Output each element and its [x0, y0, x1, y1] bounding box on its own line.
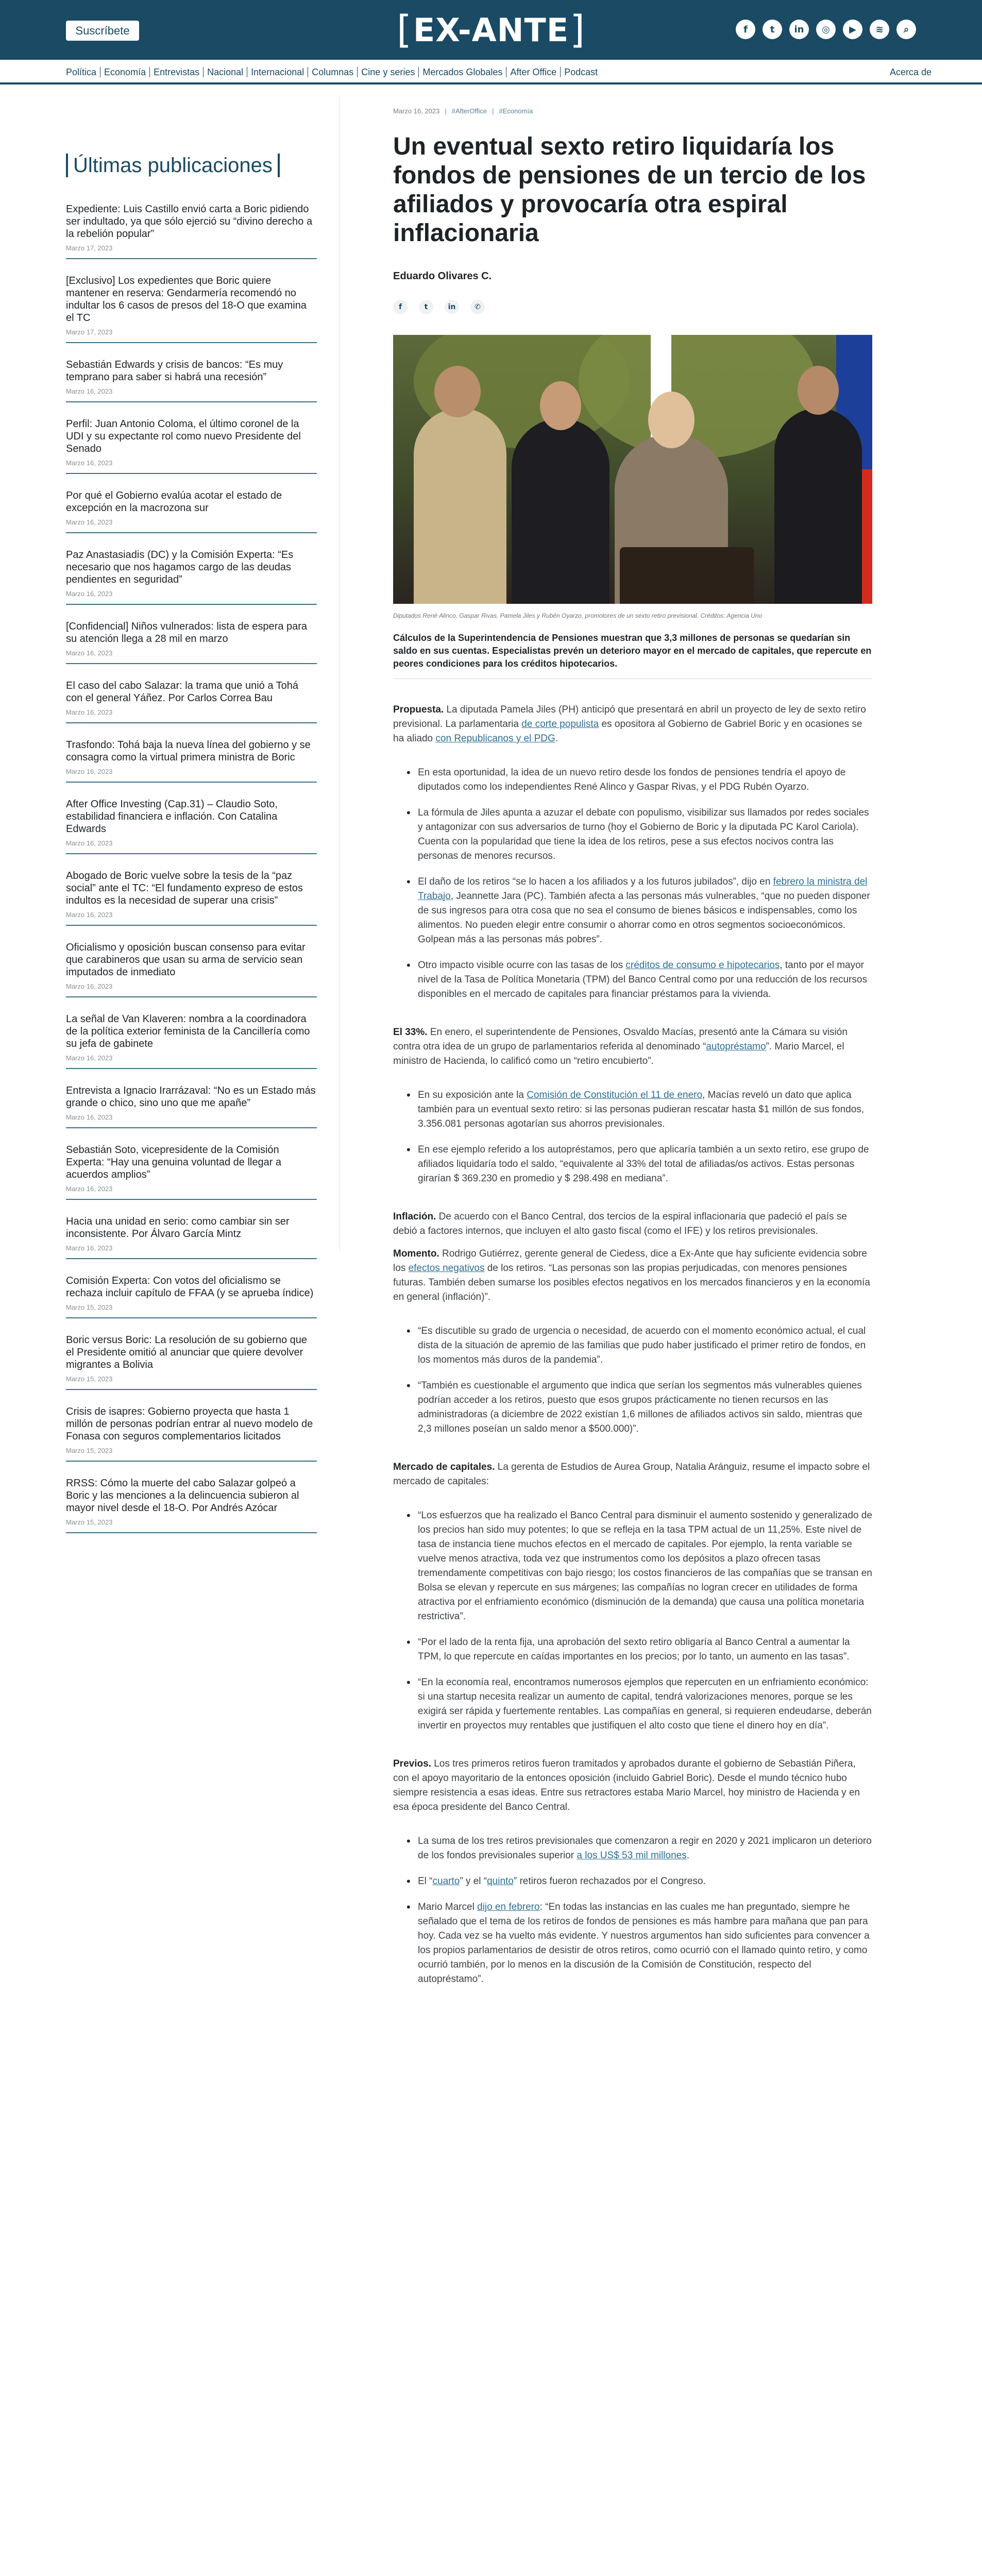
sidebar-post-title[interactable]: [Confidencial] Niños vulnerados: lista de espera para su atención llega a 28 mil en marzo [66, 621, 308, 645]
sidebar-post-title[interactable]: Perfil: Juan Antonio Coloma, el último coronel de la UDI y su expectante rol como nuevo Presidente del Senado [66, 418, 301, 454]
sidebar-post[interactable] [66, 941, 317, 997]
sidebar-post[interactable] [66, 203, 317, 259]
sidebar-post-title[interactable]: Abogado de Boric vuelve sobre la tesis de la “paz social” ante el TC: “El fundamento expreso de estos indultos es la necesidad de superar una crisis” [66, 870, 303, 906]
sidebar-post[interactable] [66, 1215, 317, 1259]
sidebar-post-date: Marzo 16, 2023 [66, 590, 113, 598]
article-lead: Cálculos de la Superintendencia de Pensiones muestran que 3,3 millones de personas se quedarían sin saldo en sus cuentas. Especialistas prevén un deterioro mayor en el mercado de capitales, que repercute en peores condiciones para los créditos hipotecarios. [393, 632, 872, 679]
list-item: • “Es discutible su grado de urgencia o necesidad, de acuerdo con el momento económico actual, el cual dista de la situación de apremio de las familias que pudo haber justificado el primer retiro de fondos, en los momentos más duros de la pandemia”. [411, 1324, 872, 1367]
photo-caption: Diputados René Alinco, Gaspar Rivas, Pamela Jiles y Rubén Oyarzo, promotores de un sexto retiro previsional. Créditos: Agencia Uno [393, 612, 763, 619]
nav-item-economia[interactable]: Economía [100, 67, 149, 77]
nav-item-about[interactable]: Acerca de [889, 67, 932, 77]
sidebar-post-title[interactable]: After Office Investing (Cap.31) – Claudio Soto, estabilidad financiera e inflación. Con Catalina Edwards [66, 799, 278, 835]
sidebar-post-title[interactable]: La señal de Van Klaveren: nombra a la coordinadora de la política exterior feminista de la Cancillería como su jefa de gabinete [66, 1013, 310, 1049]
link-republicanos-pdg[interactable]: con Republicanos y el PDG [435, 733, 555, 744]
paragraph-heading: Mercado de capitales. [393, 1462, 495, 1472]
tag-after-office[interactable]: #AfterOffice [451, 107, 487, 115]
article-meta: Marzo 16, 2023 | #AfterOffice | #Economía [393, 107, 533, 115]
sidebar-post[interactable] [66, 1084, 317, 1128]
link-us53-mil-millones[interactable]: a los US$ 53 mil millones [577, 1850, 687, 1861]
paragraph-momento: Momento. Rodrigo Gutiérrez, gerente general de Ciedess, dice a Ex-Ante que hay suficiente evidencia sobre los efectos negativos de los retiros. “Las personas son las propias perjudicadas, con menores pensiones futuras. También deben sumarse los posibles efectos negativos en los mercados financieros y en la economía en general (inflación)”. [393, 1248, 870, 1302]
paragraph-heading: Momento. [393, 1248, 439, 1259]
twitter-icon[interactable]: t [763, 20, 782, 39]
nav-item-mercados-globales[interactable]: Mercados Globales [418, 67, 506, 77]
facebook-icon[interactable]: f [393, 300, 408, 314]
sidebar-post-title[interactable]: Expediente: Luis Castillo envió carta a Boric pidiendo ser indultado, ya que sólo ejerció su “divino derecho a la rebelión popular” [66, 204, 313, 240]
person-4 [774, 408, 862, 604]
article-photo [393, 335, 872, 604]
sidebar-post[interactable] [66, 1013, 317, 1069]
nav-item-internacional[interactable]: Internacional [247, 67, 308, 77]
sidebar-post-date: Marzo 16, 2023 [66, 387, 113, 395]
list-item: • “En la economía real, encontramos numerosos ejemplos que repercuten en un enfriamiento económico: si una startup necesita realizar un aumento de capital, tendrá valorizaciones menores, porque se les exigirá ser rápida y fuertemente rentables. Las compañías en general, si requieren endeudarse, deberán invertir en proyectos muy rentables que justifiquen el alto costo que tiene el dinero hoy en día”. [411, 1675, 872, 1733]
sidebar-post-date: Marzo 16, 2023 [66, 1185, 113, 1193]
bullet-list-33 [411, 1088, 872, 1186]
sidebar-post-title[interactable]: Sebastián Soto, vicepresidente de la Comisión Experta: “Hay una genuina voluntad de llegar a acuerdos amplios” [66, 1144, 282, 1180]
whatsapp-icon[interactable]: ✆ [470, 300, 485, 314]
sidebar-post-date: Marzo 16, 2023 [66, 459, 113, 467]
link-creditos-consumo[interactable]: créditos de consumo e hipotecarios [625, 960, 780, 971]
link-dijo-en-febrero[interactable]: dijo en febrero [477, 1902, 540, 1912]
list-item: • Mario Marcel dijo en febrero: “En todas las instancias en las cuales me han preguntado, siempre he señalado que el tema de los retiros de fondos de pensiones es más hambre para mañana que pan para hoy. Cada vez se ha vuelto más evidente. Y nuestros argumentos han sido suficientes para convencer a los propios parlamentarios de desistir de otros retiros, como ocurrió con el llamado quinto retiro, y como ocurrió también, por lo menos en la discusión de la Comisión de Constitución, respecto del autopréstamo”. [411, 1900, 872, 1987]
sidebar-post[interactable] [66, 418, 317, 474]
sidebar-post-title[interactable]: Crisis de isapres: Gobierno proyecta que hasta 1 millón de personas podrían entrar al nuevo modelo de Fonasa con seguros complementarios licitados [66, 1406, 313, 1442]
sidebar-post-title[interactable]: Comisión Experta: Con votos del oficialismo se rechaza incluir capítulo de FFAA (y se aprueba índice) [66, 1275, 314, 1299]
sidebar-post-title[interactable]: RRSS: Cómo la muerte del cabo Salazar golpeó a Boric y las menciones a la delincuencia subieron al mayor nivel desde el 18-O. Por Andrés Azócar [66, 1478, 299, 1514]
link-quinto[interactable]: quinto [487, 1876, 514, 1887]
bullet-list-propuesta [411, 766, 872, 1002]
nav-item-entrevistas[interactable]: Entrevistas [149, 67, 203, 77]
sidebar-post[interactable] [66, 870, 317, 926]
sidebar-post[interactable] [66, 1405, 317, 1462]
nav-item-nacional[interactable]: Nacional [203, 67, 247, 77]
nav-links [66, 67, 601, 77]
sidebar-post[interactable] [66, 1144, 317, 1200]
link-autoprestamo[interactable]: autopréstamo [706, 1041, 766, 1052]
nav-item-podcast[interactable]: Podcast [560, 67, 601, 77]
tag-economia[interactable]: #Economía [499, 107, 533, 115]
paragraph-inflacion: Inflación. De acuerdo con el Banco Central, dos tercios de la espiral inflacionaria que padeció el país se debió a factores internos, que incluyen el alto gasto fiscal (como el IFE) y los retiros previsionales. [393, 1211, 847, 1236]
sidebar-post[interactable] [66, 359, 317, 402]
youtube-icon[interactable]: ▶ [843, 20, 862, 39]
sidebar-latest-posts [66, 154, 317, 1549]
paragraph-propuesta: Propuesta. La diputada Pamela Jiles (PH) anticipó que presentará en abril un proyecto de ley de sexto retiro previsional. La parlamentaria de corte populista es opositora al Gobierno de Gabriel Boric y en ocasiones se ha aliado con Republicanos y el PDG. [393, 704, 866, 744]
list-item: • En ese ejemplo referido a los autopréstamos, pero que aplicaría también a un sexto retiro, ese grupo de afiliados liquidaría todo el saldo, “equivalente al 33% del total de afiliadas/os activos. Estas personas girarían $ 369.230 en promedio y $ 298.498 en mediana”. [411, 1143, 872, 1186]
sidebar-post-date: Marzo 15, 2023 [66, 1518, 113, 1526]
sidebar-post[interactable] [66, 680, 317, 723]
sidebar-post[interactable] [66, 739, 317, 783]
twitter-icon[interactable]: t [419, 300, 433, 314]
sidebar-post-date: Marzo 15, 2023 [66, 1375, 113, 1383]
sidebar-post-title[interactable]: [Exclusivo] Los expedientes que Boric quiere mantener en reserva: Gendarmería recomendó no indultar los 6 casos de presos del 18-O que examina el TC [66, 275, 307, 324]
sidebar-post[interactable] [66, 1275, 317, 1318]
sidebar-post-date: Marzo 16, 2023 [66, 1054, 113, 1062]
sidebar-post-date: Marzo 16, 2023 [66, 839, 113, 847]
link-cuarto[interactable]: cuarto [432, 1876, 460, 1887]
paragraph-heading: Propuesta. [393, 704, 444, 715]
site-logo[interactable]: [ EX-ANTE ] [396, 8, 586, 52]
sidebar-post-date: Marzo 15, 2023 [66, 1303, 113, 1311]
list-item: • En su exposición ante la Comisión de Constitución el 11 de enero, Macías reveló un dato que aplica también para un eventual sexto retiro: si las personas pudieran rescatar hasta $1 millón de sus fondos, 3.356.081 personas agotarían sus ahorros previsionales. [411, 1088, 872, 1131]
sidebar-post-date: Marzo 16, 2023 [66, 982, 113, 990]
nav-item-cine-y-series[interactable]: Cine y series [357, 67, 418, 77]
subscribe-button[interactable]: Suscríbete [66, 21, 139, 41]
podium [620, 547, 754, 604]
list-item: • “También es cuestionable el argumento que indica que serían los segmentos más vulnerables quienes podrían acceder a los retiros, puesto que esos grupos prácticamente no tienen recursos en las administradoras (a diciembre de 2022 existían 1,6 millones de afiliados activos sin saldo, mientras que 2,3 millones poseían un saldo menor a $500.000)”. [411, 1379, 872, 1436]
sidebar-post-date: Marzo 17, 2023 [66, 244, 113, 252]
list-item: • “Por el lado de la renta fija, una aprobación del sexto retiro obligaría al Banco Central a aumentar la TPM, lo que repercute en caídas importantes en los precios; por lo tanto, un aumento en las tasas”. [411, 1635, 872, 1664]
list-item: • “Los esfuerzos que ha realizado el Banco Central para disminuir el aumento sostenido y generalizado de los precios han sido muy potentes; lo que se refleja en la tasa TPM actual de un 11,25%. Este nivel de tasa de instancia tiene muchos efectos en el mercado de capitales. Por ejemplo, la renta variable se vuelve menos atractiva, toda vez que instrumentos como los depósitos a plazo ofrecen tasas tremendamente competitivas con bajo riesgo; los costos financieros de las compañías que se transan en Bolsa se elevan y repercute en sus márgenes; las compañías no logran crecer en utilidades de forma atractiva por el enfriamiento económico (disminución de la demanda) que causa una política monetaria restrictiva”. [411, 1509, 872, 1624]
search-icon[interactable]: ⌕ [896, 20, 916, 39]
list-item: • En esta oportunidad, la idea de un nuevo retiro desde los fondos de pensiones tendría el apoyo de diputados como los independientes René Alinco y Gaspar Rivas, y el PDG Rubén Oyarzo. [411, 766, 872, 794]
sidebar-post[interactable] [66, 275, 317, 343]
list-item: • La suma de los tres retiros previsionales que comenzaron a regir en 2020 y 2021 implicaron un deterioro de los fondos previsionales superior a los US$ 53 mil millones. [411, 1834, 872, 1863]
sidebar-post[interactable] [66, 1334, 317, 1390]
sidebar-post-title[interactable]: Por qué el Gobierno evalúa acotar el estado de excepción en la macrozona sur [66, 490, 282, 514]
nav-item-columnas[interactable]: Columnas [308, 67, 357, 77]
post-list [66, 203, 317, 1533]
link-efectos-negativos[interactable]: efectos negativos [408, 1263, 485, 1274]
sidebar-post-date: Marzo 16, 2023 [66, 1244, 113, 1252]
link-de-corte-populista[interactable]: de corte populista [521, 719, 599, 730]
sidebar-post-title[interactable]: Sebastián Edwards y crisis de bancos: “Es muy temprano para saber si habrá una recesión” [66, 359, 283, 383]
sidebar-title: Últimas publicaciones [66, 154, 280, 177]
social-icons [736, 20, 916, 39]
bullet-list-mercado [411, 1509, 872, 1733]
sidebar-post-title[interactable]: Entrevista a Ignacio Irarrázaval: “No es un Estado más grande o chico, sino uno que me apañe” [66, 1085, 316, 1109]
sidebar-post-title[interactable]: Hacia una unidad en serio: como cambiar sin ser inconsistente. Por Álvaro García Mintz [66, 1216, 290, 1240]
link-comision-constitucion[interactable]: Comisión de Constitución el 11 de enero [527, 1090, 703, 1100]
person-2 [512, 418, 609, 604]
linkedin-icon[interactable]: in [789, 20, 809, 39]
sidebar-post-date: Marzo 15, 2023 [66, 1447, 113, 1454]
person-1 [414, 408, 506, 604]
logo-text: EX-ANTE [413, 11, 569, 49]
sidebar-post[interactable] [66, 549, 317, 605]
paragraph-heading: Previos. [393, 1758, 431, 1769]
spotify-icon[interactable]: ≋ [870, 20, 889, 39]
sidebar-post-date: Marzo 16, 2023 [66, 708, 113, 716]
article-headline: Un eventual sexto retiro liquidaría los fondos de pensiones de un tercio de los afiliados y provocaría otra espiral inflacionaria [393, 133, 866, 247]
paragraph-heading: Inflación. [393, 1211, 436, 1222]
instagram-icon[interactable]: ◎ [816, 20, 836, 39]
sidebar-post-date: Marzo 16, 2023 [66, 1113, 113, 1121]
article-date: Marzo 16, 2023 [393, 107, 440, 115]
site-header [0, 0, 982, 60]
sidebar-post[interactable] [66, 489, 317, 533]
sidebar-post[interactable] [66, 798, 317, 854]
sidebar-post[interactable] [66, 620, 317, 664]
nav-item-politica[interactable]: Política [66, 67, 97, 77]
sidebar-post-title[interactable]: Paz Anastasiadis (DC) y la Comisión Experta: “Es necesario que nos hagamos cargo de las deudas pendientes en seguridad” [66, 549, 294, 585]
sidebar-post-title[interactable]: El caso del cabo Salazar: la trama que unió a Tohá con el general Yáñez. Por Carlos Correa Bau [66, 680, 299, 704]
sidebar-post-date: Marzo 16, 2023 [66, 518, 113, 526]
paragraph-heading: El 33%. [393, 1027, 428, 1038]
linkedin-icon[interactable]: in [445, 300, 459, 314]
nav-item-after-office[interactable]: After Office [506, 67, 560, 77]
page-body [0, 87, 982, 2576]
article [393, 107, 872, 1998]
paragraph-mercado-capitales: Mercado de capitales. La gerenta de Estudios de Aurea Group, Natalia Aránguiz, resume el impacto sobre el mercado de capitales: [393, 1462, 870, 1487]
sidebar-post-date: Marzo 16, 2023 [66, 911, 113, 919]
sidebar-post-title[interactable]: Boric versus Boric: La resolución de su gobierno que el Presidente omitió al anunciar que quiere devolver migrantes a Bolivia [66, 1334, 308, 1370]
paragraph-previos: Previos. Los tres primeros retiros fueron tramitados y aprobados durante el gobierno de Sebastián Piñera, con el apoyo mayoritario de la entonces oposición (incluido Gabriel Boric). Desde el mundo técnico hubo siempre resistencia a esas ideas. Entre sus retractores estaba Mario Marcel, hoy ministro de Hacienda y en esa época presidente del Banco Central. [393, 1758, 860, 1812]
sidebar-post-date: Marzo 16, 2023 [66, 768, 113, 775]
bullet-list-previos [411, 1834, 872, 1987]
sidebar-post-title[interactable]: Trasfondo: Tohá baja la nueva línea del gobierno y se consagra como la virtual primera ministra de Boric [66, 739, 311, 763]
bullet-list-momento [411, 1324, 872, 1436]
facebook-icon[interactable]: f [736, 20, 755, 39]
list-item: • El daño de los retiros “se lo hacen a los afiliados y a los futuros jubilados”, dijo en febrero la ministra del Trabajo, Jeannette Jara (PC). También afecta a las personas más vulnerables, “que no pueden disponer de sus ingresos para otra cosa que no sea el consumo de bienes básicos e indispensables, como los alimentos. No pueden elegir entre consumir o ahorrar como en otros segmentos socioeconómicos. Golpean más a las personas más pobres”. [411, 875, 872, 947]
article-author[interactable]: Eduardo Olivares C. [393, 270, 492, 282]
list-item: • El “cuarto” y el “quinto” retiros fueron rechazados por el Congreso. [411, 1874, 872, 1889]
sidebar-post-title[interactable]: Oficialismo y oposición buscan consenso para evitar que carabineros que usan su arma de servicio sean imputados de inmediato [66, 942, 306, 978]
sidebar-post-date: Marzo 16, 2023 [66, 649, 113, 657]
main-nav [0, 60, 982, 84]
link-ministra-trabajo[interactable]: febrero la ministra del Trabajo [418, 876, 868, 902]
list-item: • La fórmula de Jiles apunta a azuzar el debate con populismo, visibilizar sus llamados por redes sociales y antagonizar con sus adversarios de turno (hoy el Gobierno de Boric y la diputada PC Karol Cariola). Cuenta con la popularidad que tiene la idea de los retiros, pese a sus efectos nocivos contra las personas de menores recursos. [411, 806, 872, 863]
list-item: • Otro impacto visible ocurre con las tasas de los créditos de consumo e hipotecarios, tanto por el mayor nivel de la Tasa de Política Monetaria (TPM) del Banco Central como por una reducción de los recursos disponibles en el mercado de capitales para financiar préstamos para la vivienda. [411, 958, 872, 1002]
paragraph-33: El 33%. En enero, el superintendente de Pensiones, Osvaldo Macías, presentó ante la Cámara su visión contra otra idea de un grupo de parlamentarios referida al denominado “autopréstamo”. Mario Marcel, el ministro de Hacienda, lo calificó como un “retiro encubierto”. [393, 1027, 848, 1066]
share-icons [393, 300, 872, 314]
sidebar-post-date: Marzo 17, 2023 [66, 328, 113, 336]
sidebar-post[interactable] [66, 1477, 317, 1533]
